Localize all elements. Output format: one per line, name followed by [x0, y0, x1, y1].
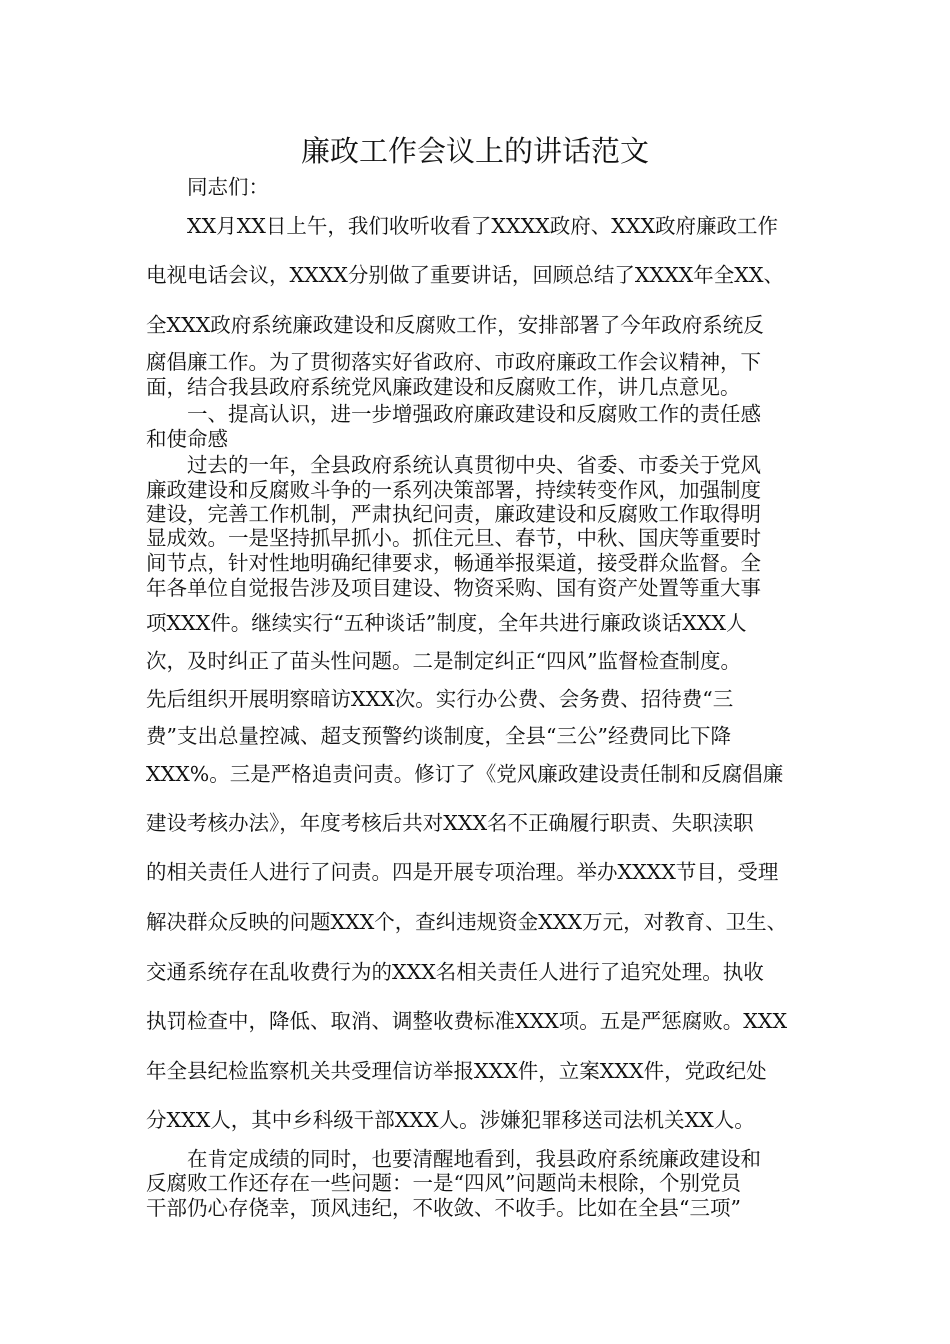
body-line: 过去的一年，全县政府系统认真贯彻中央、省委、市委关于党风 [187, 453, 761, 477]
body-line: 电视电话会议，XXXX分别做了重要讲话，回顾总结了XXXX年全XX、 [146, 263, 784, 287]
body-line: 显成效。一是坚持抓早抓小。抓住元旦、春节，中秋、国庆等重要时 [146, 526, 761, 550]
body-line: 年全县纪检监察机关共受理信访举报XXX件，立案XXX件，党政纪处 [146, 1059, 767, 1083]
body-line: 廉政建设和反腐败斗争的一系列决策部署，持续转变作风，加强制度 [146, 478, 761, 502]
body-line: 年各单位自觉报告涉及项目建设、物资采购、国有资产处置等重大事 [146, 576, 761, 600]
body-line: 费”支出总量控减、超支预警约谈制度，全县“三公”经费同比下降 [146, 724, 731, 748]
body-line: 项XXX件。继续实行“五种谈话”制度，全年共进行廉政谈话XXX人 [146, 611, 747, 635]
section-heading-line: 和使命感 [146, 427, 228, 451]
body-line: 间节点，针对性地明确纪律要求，畅通举报渠道，接受群众监督。全 [146, 551, 761, 575]
salutation-line: 同志们： [187, 175, 269, 199]
body-line: 先后组织开展明察暗访XXX次。实行办公费、会务费、招待费“三 [146, 687, 734, 711]
body-line: 反腐败工作还存在一些问题：一是“四风”问题尚未根除，个别党员 [146, 1171, 741, 1195]
body-line: 解决群众反映的问题XXX个，查纠违规资金XXX万元，对教育、卫生、 [146, 910, 788, 934]
body-line: 建设考核办法》，年度考核后共对XXX名不正确履行职责、失职渎职 [146, 811, 754, 835]
body-line: 全XXX政府系统廉政建设和反腐败工作，安排部署了今年政府系统反 [146, 313, 764, 337]
body-line: 执罚检查中，降低、取消、调整收费标准XXX项。五是严惩腐败。XXX [146, 1009, 788, 1033]
body-line: 次，及时纠正了苗头性问题。二是制定纠正“四风”监督检查制度。 [146, 649, 741, 673]
body-line: 在肯定成绩的同时，也要清醒地看到，我县政府系统廉政建设和 [187, 1147, 761, 1171]
section-heading-line: 一、提高认识，进一步增强政府廉政建设和反腐败工作的责任感 [187, 402, 761, 426]
body-line: 交通系统存在乱收费行为的XXX名相关责任人进行了追究处理。执收 [146, 960, 764, 984]
body-line: 干部仍心存侥幸，顶风违纪，不收敛、不收手。比如在全县“三项” [146, 1196, 741, 1220]
body-line: XX月XX日上午，我们收听收看了XXXX政府、XXX政府廉政工作 [187, 214, 779, 238]
document-title: 廉政工作会议上的讲话范文 [300, 134, 649, 168]
body-line: 建设，完善工作机制，严肃执纪问责，廉政建设和反腐败工作取得明 [146, 502, 761, 526]
body-line: 分XXX人，其中乡科级干部XXX人。涉嫌犯罪移送司法机关XX人。 [146, 1108, 755, 1132]
body-line: 腐倡廉工作。为了贯彻落实好省政府、市政府廉政工作会议精神，下 [146, 350, 761, 374]
body-line: XXX%。三是严格追责问责。修订了《党风廉政建设责任制和反腐倡廉 [146, 762, 784, 786]
body-line: 的相关责任人进行了问责。四是开展专项治理。举办XXXX节目，受理 [146, 860, 779, 884]
body-line: 面，结合我县政府系统党风廉政建设和反腐败工作，讲几点意见。 [146, 375, 741, 399]
